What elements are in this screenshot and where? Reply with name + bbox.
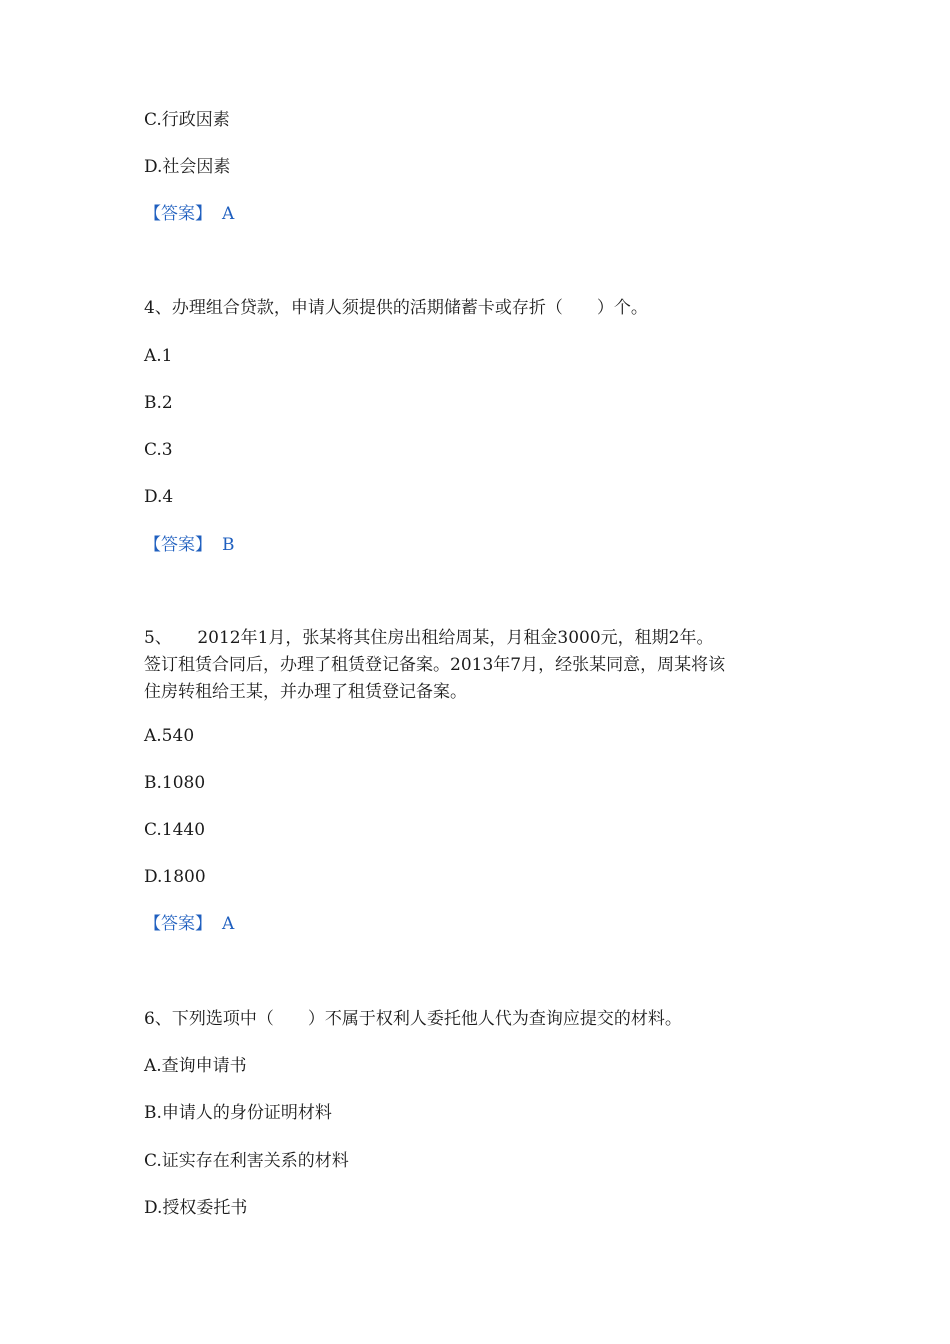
q5-option-d: D.1800	[144, 867, 206, 887]
answer-label: 【答案】	[144, 535, 212, 555]
q4-stem: 4、办理组合贷款，申请人须提供的活期储蓄卡或存折（ ）个。	[144, 298, 648, 318]
q5-stem	[144, 625, 814, 706]
q5-option-b: B.1080	[144, 773, 206, 793]
q6-option-a: A.查询申请书	[144, 1056, 247, 1076]
q3-option-c: C.行政因素	[144, 110, 230, 130]
q5-answer	[144, 914, 234, 934]
q4-answer	[144, 535, 235, 555]
q5-option-a: A.540	[144, 726, 195, 746]
q5-option-c: C.1440	[144, 820, 206, 840]
q5-stem-line-1: 5、 2012年1月，张某将其住房出租给周某，月租金3000元，租期2年。	[144, 628, 714, 648]
answer-label: 【答案】	[144, 204, 212, 224]
q3-answer	[144, 204, 234, 224]
q4-option-d: D.4	[144, 487, 174, 507]
q5-stem-line-2: 签订租赁合同后，办理了租赁登记备案。2013年7月，经张某同意，周某将该	[144, 655, 726, 675]
q4-option-c: C.3	[144, 440, 173, 460]
answer-value: B	[222, 535, 235, 555]
answer-label: 【答案】	[144, 914, 212, 934]
q3-option-d: D.社会因素	[144, 157, 231, 177]
q6-option-c: C.证实存在利害关系的材料	[144, 1151, 349, 1171]
q6-stem: 6、下列选项中（ ）不属于权利人委托他人代为查询应提交的材料。	[144, 1009, 682, 1029]
q4-option-a: A.1	[144, 346, 173, 366]
answer-value: A	[222, 914, 235, 934]
q4-option-b: B.2	[144, 393, 173, 413]
q6-option-b: B.申请人的身份证明材料	[144, 1103, 332, 1123]
q6-option-d: D.授权委托书	[144, 1198, 248, 1218]
q5-stem-line-3: 住房转租给王某，并办理了租赁登记备案。	[144, 682, 467, 702]
answer-value: A	[222, 204, 235, 224]
